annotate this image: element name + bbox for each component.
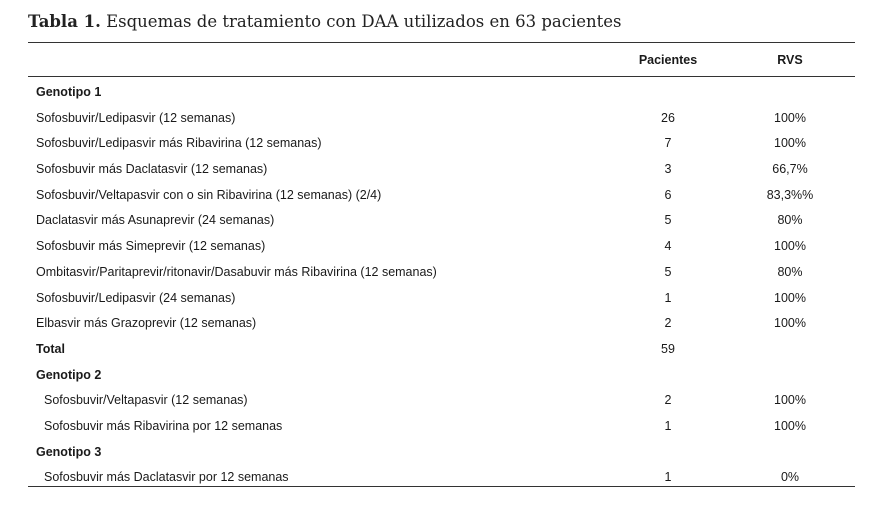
row-pacientes: 5: [664, 264, 672, 279]
row-pacientes: 7: [664, 136, 672, 151]
row-pacientes: 26: [661, 110, 675, 125]
top-rule: [28, 42, 855, 43]
row-rvs: 0%: [780, 470, 800, 485]
row-name: Daclatasvir más Asunaprevir (24 semanas): [36, 213, 275, 228]
table-caption-label: Tabla 1.: [28, 12, 101, 31]
row-rvs: 83,3%%: [766, 187, 814, 202]
row-rvs: 66,7%: [772, 162, 808, 177]
row-pacientes: 6: [664, 187, 672, 202]
table-row: [28, 260, 855, 286]
row-pacientes: 59: [661, 341, 675, 356]
table-row: [28, 311, 855, 337]
row-name: Sofosbuvir más Ribavirina por 12 semanas: [44, 418, 283, 433]
section-row: [28, 363, 855, 389]
row-rvs: 100%: [774, 418, 806, 433]
row-name: Sofosbuvir más Simeprevir (12 semanas): [36, 239, 266, 254]
row-rvs: 100%: [774, 136, 806, 151]
row-pacientes: 5: [664, 213, 672, 228]
row-name: Sofosbuvir/Veltapasvir (12 semanas): [44, 393, 248, 408]
row-name: Elbasvir más Grazoprevir (12 semanas): [36, 316, 257, 331]
table-row: [28, 286, 855, 312]
section-row: [28, 80, 855, 106]
header-rvs: RVS: [777, 53, 803, 67]
table-body: [28, 80, 855, 491]
section-row: [28, 440, 855, 466]
header-rule: [28, 76, 855, 77]
table-row: [28, 131, 855, 157]
row-rvs: 100%: [774, 290, 806, 305]
table-row: [28, 157, 855, 183]
row-pacientes: 2: [664, 316, 672, 331]
table-caption-text: Esquemas de tratamiento con DAA utilizados en 63 pacientes: [100, 12, 622, 31]
row-name: Sofosbuvir/Ledipasvir más Ribavirina (12 semanas): [36, 136, 322, 151]
row-name: Sofosbuvir/Ledipasvir (24 semanas): [36, 290, 236, 305]
row-pacientes: 2: [664, 393, 672, 408]
header-pacientes: Pacientes: [638, 53, 698, 67]
table-row: [28, 414, 855, 440]
table-row: [28, 234, 855, 260]
row-name: Sofosbuvir/Ledipasvir (12 semanas): [36, 110, 236, 125]
row-name: Genotipo 2: [36, 367, 102, 382]
table-row: [28, 183, 855, 209]
row-pacientes: 1: [664, 290, 672, 305]
row-pacientes: 1: [664, 470, 672, 485]
row-rvs: 80%: [777, 264, 803, 279]
row-name: Sofosbuvir/Veltapasvir con o sin Ribavirina (12 semanas) (2/4): [36, 187, 382, 202]
row-pacientes: 4: [664, 239, 672, 254]
table-row: [28, 208, 855, 234]
row-rvs: 100%: [774, 393, 806, 408]
table-row: [28, 465, 855, 491]
row-rvs: 100%: [774, 316, 806, 331]
row-name: Sofosbuvir más Daclatasvir (12 semanas): [36, 162, 268, 177]
row-name: Genotipo 1: [36, 85, 102, 99]
table-header: [28, 53, 855, 71]
table-row: [28, 388, 855, 414]
total-row: [28, 337, 855, 363]
row-name: Genotipo 3: [36, 444, 102, 459]
table-row: [28, 106, 855, 132]
row-rvs: 100%: [774, 239, 806, 254]
row-pacientes: 3: [664, 162, 672, 177]
row-rvs: 80%: [777, 213, 803, 228]
row-rvs: 100%: [774, 110, 806, 125]
table-caption: [28, 12, 622, 31]
row-name: Total: [36, 341, 65, 356]
row-name: Sofosbuvir más Daclatasvir por 12 semanas: [44, 470, 289, 485]
row-pacientes: 1: [664, 418, 672, 433]
row-name: Ombitasvir/Paritaprevir/ritonavir/Dasabuvir más Ribavirina (12 semanas): [36, 264, 437, 279]
